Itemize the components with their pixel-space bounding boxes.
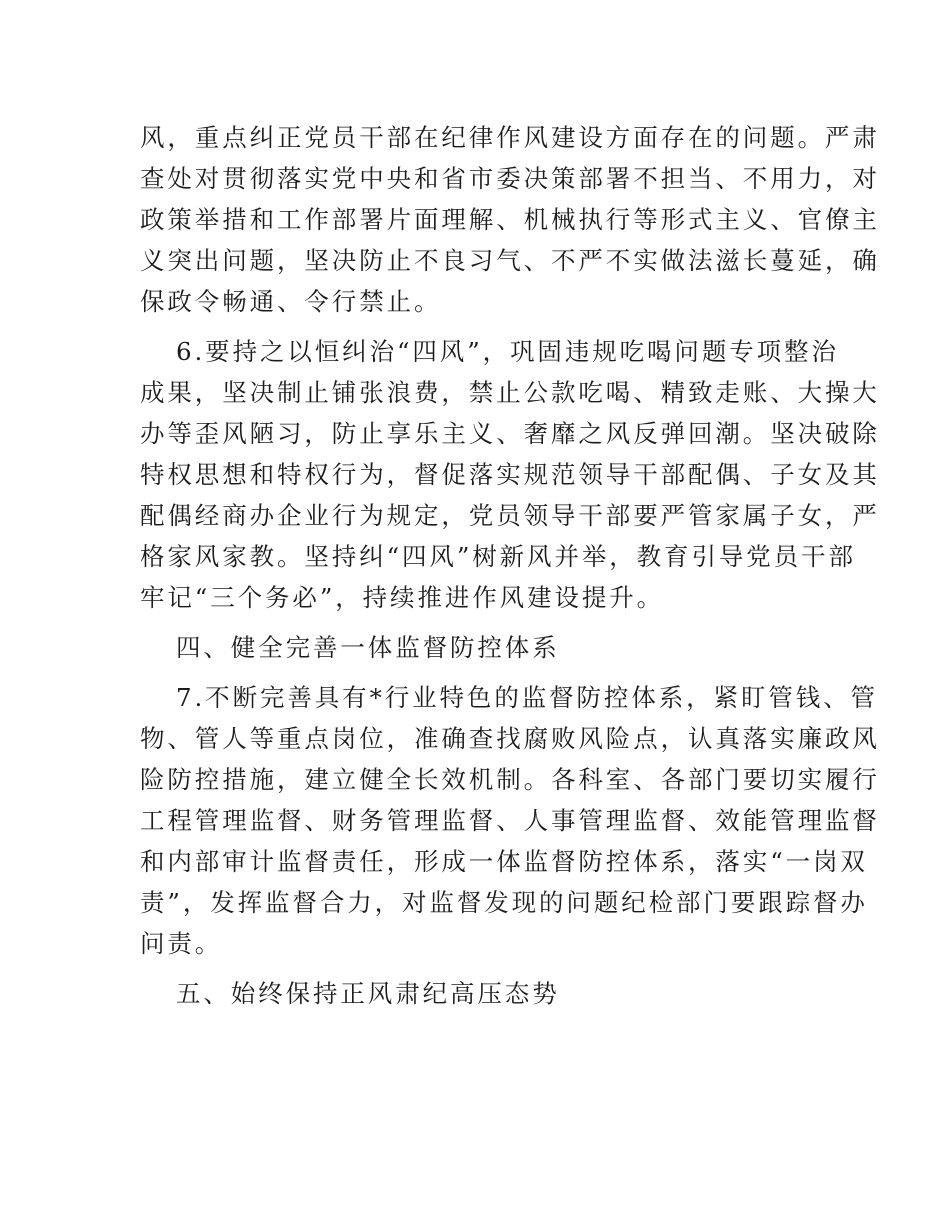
- text-line: 政策举措和工作部署片面理解、机械执行等形式主义、官僚主: [140, 205, 880, 234]
- text-line: 物、管人等重点岗位，准确查找腐败风险点，认真落实廉政风: [140, 724, 880, 753]
- text-line: 保政令畅通、令行禁止。: [140, 287, 442, 316]
- text-line: 工程管理监督、财务管理监督、人事管理监督、效能管理监督: [140, 806, 880, 835]
- paragraph-item-7: [140, 677, 880, 964]
- section-heading-five: [140, 973, 812, 1014]
- text-line: 险防控措施，建立健全长效机制。各科室、各部门要切实履行: [140, 765, 880, 794]
- text-line: 特权思想和特权行为，督促落实规范领导干部配偶、子女及其: [140, 460, 880, 489]
- text-line: 责”，发挥监督合力，对监督发现的问题纪检部门要跟踪督办: [140, 888, 868, 917]
- paragraph-item-6: [140, 331, 880, 618]
- section-heading-four: [140, 627, 812, 668]
- text-line: 成果，坚决制止铺张浪费，禁止公款吃喝、精致走账、大操大: [140, 378, 880, 407]
- text-line: 配偶经商办企业行为规定，党员领导干部要严管家属子女，严: [140, 501, 880, 530]
- text-line: 查处对贯彻落实党中央和省市委决策部署不担当、不用力，对: [140, 164, 880, 193]
- text-line: 6.要持之以恒纠治“四风”，巩固违规吃喝问题专项整治: [176, 337, 839, 366]
- text-line: 格家风家教。坚持纠“四风”树新风并举，教育引导党员干部: [140, 542, 856, 571]
- heading-text: 四、健全完善一体监督防控体系: [176, 633, 560, 662]
- text-line: 办等歪风陋习，防止享乐主义、奢靡之风反弹回潮。坚决破除: [140, 419, 880, 448]
- heading-text: 五、始终保持正风肃纪高压态势: [176, 979, 560, 1008]
- text-line: 风，重点纠正党员干部在纪律作风建设方面存在的问题。严肃: [140, 123, 880, 152]
- document-body: [140, 117, 880, 1023]
- text-line: 和内部审计监督责任，形成一体监督防控体系，落实“一岗双: [140, 847, 868, 876]
- paragraph-continuation: [140, 117, 880, 322]
- text-line: 7.不断完善具有*行业特色的监督防控体系，紧盯管钱、管: [176, 683, 878, 712]
- text-line: 牢记“三个务必”，持续推进作风建设提升。: [140, 583, 665, 612]
- text-line: 问责。: [140, 929, 223, 958]
- text-line: 义突出问题，坚决防止不良习气、不严不实做法滋长蔓延，确: [140, 246, 880, 275]
